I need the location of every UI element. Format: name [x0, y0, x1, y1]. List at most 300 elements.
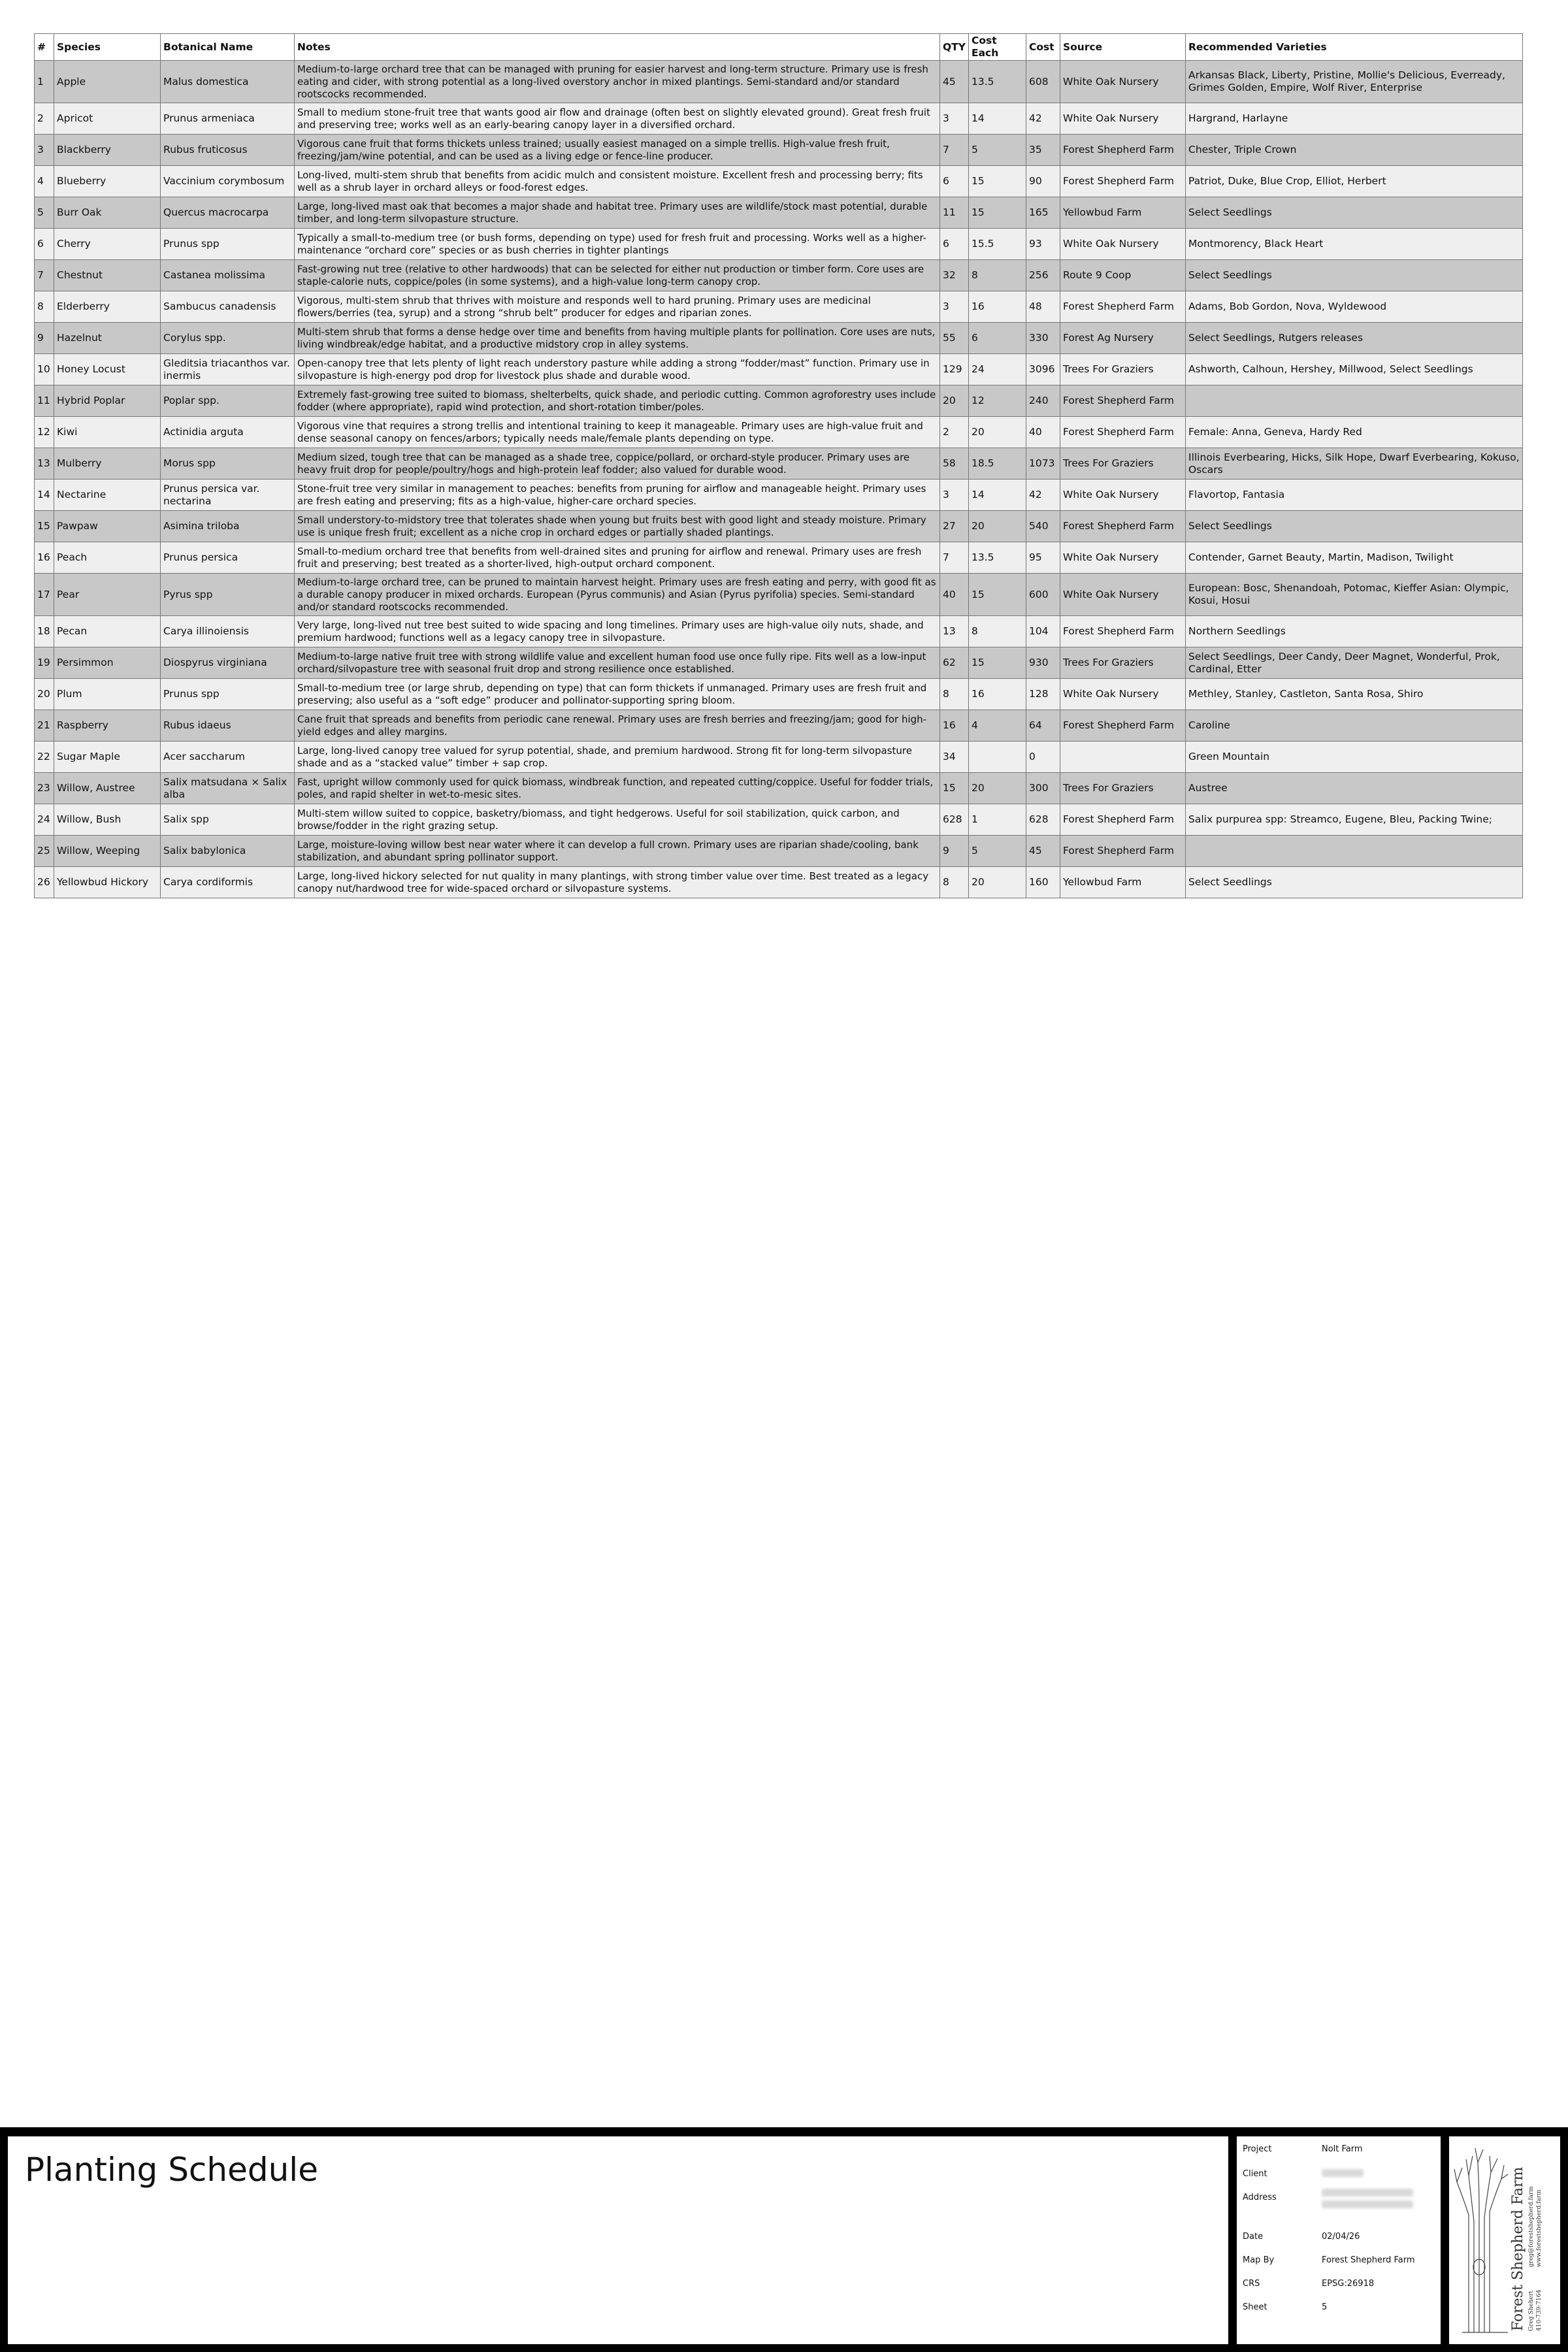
logo-phone: 410-739-7164	[1536, 2289, 1543, 2331]
cell-cost: 1073	[1026, 448, 1060, 480]
cell-cost: 165	[1026, 197, 1060, 229]
cell-cost-each: 5	[969, 836, 1026, 867]
cell-cost: 3096	[1026, 354, 1060, 385]
cell-botanical: Vaccinium corymbosum	[161, 166, 295, 197]
cell-num: 9	[35, 323, 54, 354]
cell-varieties: Northern Seedlings	[1186, 616, 1523, 647]
cell-source: White Oak Nursery	[1060, 229, 1186, 260]
cell-qty: 45	[940, 61, 969, 103]
cell-species: Persimmon	[54, 647, 161, 679]
cell-source: Route 9 Coop	[1060, 260, 1186, 291]
cell-qty: 129	[940, 354, 969, 385]
cell-species: Peach	[54, 542, 161, 574]
cell-num: 15	[35, 511, 54, 542]
cell-species: Hybrid Poplar	[54, 385, 161, 417]
title-panel	[8, 2136, 1228, 2344]
table-row	[35, 354, 1523, 385]
cell-cost-each: 14	[969, 103, 1026, 135]
cell-botanical: Salix matsudana × Salix alba	[161, 773, 295, 804]
cell-source: Forest Shepherd Farm	[1060, 836, 1186, 867]
cell-botanical: Salix spp	[161, 804, 295, 836]
cell-qty: 32	[940, 260, 969, 291]
cell-notes: Fast, upright willow commonly used for quick biomass, windbreak function, and repeated cutting/coppice. Useful for fodder trials, poles, and rapid shelter in wet-to-mesic sites.	[295, 773, 940, 804]
cell-source: Trees For Graziers	[1060, 647, 1186, 679]
cell-source: Forest Shepherd Farm	[1060, 616, 1186, 647]
cell-varieties: Flavortop, Fantasia	[1186, 480, 1523, 511]
table-row	[35, 804, 1523, 836]
cell-botanical: Actinidia arguta	[161, 417, 295, 448]
cell-source: Forest Shepherd Farm	[1060, 385, 1186, 417]
cell-notes: Multi-stem willow suited to coppice, basketry/biomass, and tight hedgerows. Useful for soil stabilization, quick carbon, and browse/fodder in the right grazing setup.	[295, 804, 940, 836]
cell-notes: Fast-growing nut tree (relative to other hardwoods) that can be selected for either nut production or timber form. Core uses are staple-calorie nuts, coppice/poles (in some systems), and a high-value long-term canopy crop.	[295, 260, 940, 291]
cell-source: White Oak Nursery	[1060, 480, 1186, 511]
table-row	[35, 742, 1523, 773]
cell-qty: 8	[940, 679, 969, 710]
cell-varieties: Chester, Triple Crown	[1186, 135, 1523, 166]
cell-botanical: Poplar spp.	[161, 385, 295, 417]
cell-species: Sugar Maple	[54, 742, 161, 773]
cell-cost-each: 4	[969, 710, 1026, 742]
cell-species: Nectarine	[54, 480, 161, 511]
table-row	[35, 61, 1523, 103]
info-value: EPSG:26918	[1322, 2279, 1375, 2289]
cell-cost: 128	[1026, 679, 1060, 710]
cell-notes: Long-lived, multi-stem shrub that benefits from acidic mulch and consistent moisture. Excellent fresh and processing berry; fits well as a shrub layer in orchard alleys or food-forest edges.	[295, 166, 940, 197]
cell-cost-each: 8	[969, 616, 1026, 647]
cell-notes: Stone-fruit tree very similar in management to peaches: benefits from pruning for airflow and manageable height. Primary uses are fresh eating and preserving; fits as a high-value, higher-care orchard species.	[295, 480, 940, 511]
cell-qty: 7	[940, 135, 969, 166]
cell-cost: 628	[1026, 804, 1060, 836]
cell-varieties: Ashworth, Calhoun, Hershey, Millwood, Select Seedlings	[1186, 354, 1523, 385]
table-row	[35, 417, 1523, 448]
cell-botanical: Sambucus canadensis	[161, 291, 295, 323]
cell-qty: 8	[940, 867, 969, 898]
cell-varieties: Select Seedlings	[1186, 867, 1523, 898]
cell-species: Pear	[54, 574, 161, 616]
info-value: 02/04/26	[1322, 2232, 1360, 2242]
cell-source: Forest Ag Nursery	[1060, 323, 1186, 354]
logo-contact-person: Greg Shehert	[1528, 2291, 1535, 2331]
cell-qty: 3	[940, 480, 969, 511]
cell-cost-each: 8	[969, 260, 1026, 291]
cell-source: Trees For Graziers	[1060, 773, 1186, 804]
cell-cost-each: 24	[969, 354, 1026, 385]
cell-cost-each: 20	[969, 773, 1026, 804]
redacted-address-value	[1322, 2189, 1413, 2208]
cell-notes: Small to medium stone-fruit tree that wants good air flow and drainage (often best on slightly elevated ground). Great fresh fruit and preserving tree; works well as an early-bearing canopy layer in a diversified orchard.	[295, 103, 940, 135]
cell-cost-each: 16	[969, 291, 1026, 323]
header-cell: #	[35, 34, 54, 61]
cell-botanical: Carya cordiformis	[161, 867, 295, 898]
table-header-row	[35, 34, 1523, 61]
cell-notes: Vigorous cane fruit that forms thickets unless trained; usually easiest managed on a simple trellis. High-value fresh fruit, freezing/jam/wine potential, and can be used as a living edge or fence-line producer.	[295, 135, 940, 166]
cell-varieties: Select Seedlings, Rutgers releases	[1186, 323, 1523, 354]
title-block	[0, 2127, 1568, 2352]
cell-varieties: Adams, Bob Gordon, Nova, Wyldewood	[1186, 291, 1523, 323]
cell-qty: 15	[940, 773, 969, 804]
cell-source: Yellowbud Farm	[1060, 197, 1186, 229]
cell-species: Blueberry	[54, 166, 161, 197]
page-title: Planting Schedule	[25, 2151, 318, 2189]
table-body	[35, 61, 1523, 898]
cell-cost-each: 13.5	[969, 61, 1026, 103]
cell-qty: 11	[940, 197, 969, 229]
cell-varieties: Methley, Stanley, Castleton, Santa Rosa, Shiro	[1186, 679, 1523, 710]
cell-qty: 3	[940, 103, 969, 135]
cell-source	[1060, 742, 1186, 773]
cell-cost: 256	[1026, 260, 1060, 291]
cell-qty: 628	[940, 804, 969, 836]
cell-cost-each: 12	[969, 385, 1026, 417]
cell-num: 24	[35, 804, 54, 836]
cell-cost: 42	[1026, 480, 1060, 511]
cell-cost: 95	[1026, 542, 1060, 574]
cell-species: Willow, Weeping	[54, 836, 161, 867]
cell-source: Forest Shepherd Farm	[1060, 135, 1186, 166]
planting-schedule-table	[34, 33, 1523, 898]
cell-qty: 16	[940, 710, 969, 742]
table-row	[35, 773, 1523, 804]
cell-botanical: Diospyrus virginiana	[161, 647, 295, 679]
cell-cost: 0	[1026, 742, 1060, 773]
cell-botanical: Prunus spp	[161, 679, 295, 710]
cell-varieties: Austree	[1186, 773, 1523, 804]
cell-botanical: Castanea molissima	[161, 260, 295, 291]
cell-botanical: Rubus fruticosus	[161, 135, 295, 166]
cell-species: Willow, Bush	[54, 804, 161, 836]
cell-cost: 93	[1026, 229, 1060, 260]
table-row	[35, 291, 1523, 323]
cell-botanical: Prunus persica	[161, 542, 295, 574]
cell-botanical: Quercus macrocarpa	[161, 197, 295, 229]
cell-botanical: Prunus armeniaca	[161, 103, 295, 135]
logo-website: www.forestshepherd.farm	[1536, 2189, 1543, 2267]
cell-qty: 27	[940, 511, 969, 542]
table-row	[35, 710, 1523, 742]
cell-cost-each: 20	[969, 867, 1026, 898]
cell-botanical: Pyrus spp	[161, 574, 295, 616]
cell-varieties	[1186, 385, 1523, 417]
cell-cost-each: 15	[969, 647, 1026, 679]
cell-source: Forest Shepherd Farm	[1060, 166, 1186, 197]
cell-cost: 160	[1026, 867, 1060, 898]
cell-notes: Medium-to-large orchard tree, can be pruned to maintain harvest height. Primary uses are fresh eating and perry, with good fit as a durable canopy producer in mixed orchards. European (Pyrus communis) and Asian (Pyrus pyrifolia) species. Semi-standard and/or standard rootscocks recommended.	[295, 574, 940, 616]
cell-source: Trees For Graziers	[1060, 354, 1186, 385]
cell-varieties: Female: Anna, Geneva, Hardy Red	[1186, 417, 1523, 448]
cell-cost-each: 18.5	[969, 448, 1026, 480]
planting-schedule-table-container	[34, 33, 1522, 898]
cell-notes: Very large, long-lived nut tree best suited to wide spacing and long timelines. Primary uses are high-value oily nuts, shade, and premium hardwood; functions well as a legacy canopy tree in silvopasture.	[295, 616, 940, 647]
cell-cost-each: 6	[969, 323, 1026, 354]
cell-num: 14	[35, 480, 54, 511]
cell-cost-each: 14	[969, 480, 1026, 511]
cell-notes: Typically a small-to-medium tree (or bush forms, depending on type) used for fresh fruit and processing. Works well as a higher-maintenance “orchard core” species or as bush cherries in tighter plantings	[295, 229, 940, 260]
cell-varieties: Caroline	[1186, 710, 1523, 742]
cell-varieties: Select Seedlings, Deer Candy, Deer Magnet, Wonderful, Prok, Cardinal, Etter	[1186, 647, 1523, 679]
table-row	[35, 135, 1523, 166]
cell-qty: 13	[940, 616, 969, 647]
header-cell: Cost	[1026, 34, 1060, 61]
cell-num: 25	[35, 836, 54, 867]
cell-varieties	[1186, 836, 1523, 867]
table-row	[35, 616, 1523, 647]
table-row	[35, 511, 1523, 542]
cell-varieties: Green Mountain	[1186, 742, 1523, 773]
logo-farm-name: Forest Shepherd Farm	[1510, 2166, 1526, 2331]
cell-cost: 45	[1026, 836, 1060, 867]
cell-notes: Extremely fast-growing tree suited to biomass, shelterbelts, quick shade, and periodic cutting. Common agroforestry uses include fodder (where appropriate), rapid wind protection, and short-rotation timber/poles.	[295, 385, 940, 417]
farm-logo-emblem	[1449, 2136, 1560, 2344]
cell-species: Apple	[54, 61, 161, 103]
info-row-client	[1237, 2163, 1441, 2186]
cell-botanical: Salix babylonica	[161, 836, 295, 867]
cell-cost: 42	[1026, 103, 1060, 135]
header-cell: Notes	[295, 34, 940, 61]
table-row	[35, 229, 1523, 260]
cell-botanical: Corylus spp.	[161, 323, 295, 354]
cell-cost-each: 20	[969, 417, 1026, 448]
cell-cost: 64	[1026, 710, 1060, 742]
cell-varieties: European: Bosc, Shenandoah, Potomac, Kieffer Asian: Olympic, Kosui, Hosui	[1186, 574, 1523, 616]
cell-num: 23	[35, 773, 54, 804]
cell-num: 12	[35, 417, 54, 448]
logo-email: greg@forestshepherd.farm	[1528, 2186, 1535, 2267]
cell-varieties: Hargrand, Harlayne	[1186, 103, 1523, 135]
cell-notes: Medium-to-large native fruit tree with strong wildlife value and excellent human food use once fully ripe. Fits well as a low-input orchard/silvopasture tree with seasonal fruit drop and strong resilience once established.	[295, 647, 940, 679]
cell-qty: 62	[940, 647, 969, 679]
info-row-date	[1237, 2225, 1441, 2249]
cell-cost-each: 5	[969, 135, 1026, 166]
cell-species: Chestnut	[54, 260, 161, 291]
cell-num: 13	[35, 448, 54, 480]
cell-num: 5	[35, 197, 54, 229]
cell-cost-each: 20	[969, 511, 1026, 542]
cell-species: Mulberry	[54, 448, 161, 480]
cell-qty: 40	[940, 574, 969, 616]
cell-notes: Medium sized, tough tree that can be managed as a shade tree, coppice/pollard, or orchard-style producer. Primary uses are heavy fruit drop for people/poultry/hogs and high-protein leaf fodder; also valued for durable wood.	[295, 448, 940, 480]
cell-notes: Small-to-medium orchard tree that benefits from well-drained sites and pruning for airflow and renewal. Primary uses are fresh fruit and preserving; best treated as a shorter-lived, high-output orchard component.	[295, 542, 940, 574]
cell-source: White Oak Nursery	[1060, 679, 1186, 710]
cell-num: 18	[35, 616, 54, 647]
cell-species: Pecan	[54, 616, 161, 647]
table-row	[35, 679, 1523, 710]
cell-species: Yellowbud Hickory	[54, 867, 161, 898]
cell-num: 6	[35, 229, 54, 260]
cell-species: Kiwi	[54, 417, 161, 448]
table-row	[35, 260, 1523, 291]
cell-num: 26	[35, 867, 54, 898]
cell-cost: 35	[1026, 135, 1060, 166]
cell-qty: 20	[940, 385, 969, 417]
cell-botanical: Carya illinoiensis	[161, 616, 295, 647]
cell-varieties: Illinois Everbearing, Hicks, Silk Hope, Dwarf Everbearing, Kokuso, Oscars	[1186, 448, 1523, 480]
info-value: 5	[1322, 2302, 1328, 2312]
cell-cost-each: 16	[969, 679, 1026, 710]
cell-cost-each: 15.5	[969, 229, 1026, 260]
cell-cost: 930	[1026, 647, 1060, 679]
table-row	[35, 197, 1523, 229]
header-cell: Species	[54, 34, 161, 61]
farm-logo-panel	[1449, 2136, 1560, 2344]
cell-cost: 540	[1026, 511, 1060, 542]
cell-cost: 608	[1026, 61, 1060, 103]
table-row	[35, 103, 1523, 135]
cell-notes: Medium-to-large orchard tree that can be managed with pruning for easier harvest and long-term structure. Primary use is fresh eating and cider, with strong potential as a long-lived overstory anchor in mixed plantings. Semi-standard and/or standard rootscocks recommended.	[295, 61, 940, 103]
cell-botanical: Prunus persica var. nectarina	[161, 480, 295, 511]
cell-num: 22	[35, 742, 54, 773]
cell-qty: 34	[940, 742, 969, 773]
header-cell: QTY	[940, 34, 969, 61]
cell-qty: 2	[940, 417, 969, 448]
cell-source: White Oak Nursery	[1060, 542, 1186, 574]
cell-cost: 48	[1026, 291, 1060, 323]
cell-source: White Oak Nursery	[1060, 103, 1186, 135]
cell-cost-each	[969, 742, 1026, 773]
info-row-crs	[1237, 2272, 1441, 2296]
table-row	[35, 480, 1523, 511]
cell-varieties: Select Seedlings	[1186, 260, 1523, 291]
cell-source: White Oak Nursery	[1060, 61, 1186, 103]
cell-notes: Vigorous vine that requires a strong trellis and intentional training to keep it manageable. Primary uses are high-value fruit and dense seasonal canopy on fences/arbors; typically needs male/female plants depending on type.	[295, 417, 940, 448]
cell-varieties: Select Seedlings	[1186, 511, 1523, 542]
info-row-sheet	[1237, 2296, 1441, 2319]
header-cell: Recommended Varieties	[1186, 34, 1523, 61]
cell-qty: 7	[940, 542, 969, 574]
table-row	[35, 323, 1523, 354]
cell-source: Forest Shepherd Farm	[1060, 291, 1186, 323]
cell-notes: Large, long-lived canopy tree valued for syrup potential, shade, and premium hardwood. Strong fit for long-term silvopasture shade and as a “stacked value” timber + sap crop.	[295, 742, 940, 773]
cell-qty: 6	[940, 166, 969, 197]
cell-cost-each: 15	[969, 197, 1026, 229]
table-row	[35, 647, 1523, 679]
cell-source: White Oak Nursery	[1060, 574, 1186, 616]
cell-num: 10	[35, 354, 54, 385]
cell-num: 17	[35, 574, 54, 616]
cell-notes: Small-to-medium tree (or large shrub, depending on type) that can form thickets if unmanaged. Primary uses are fresh fruit and preserving; also useful as a “soft edge” producer and pollinator-supporting spring bloom.	[295, 679, 940, 710]
cell-cost-each: 15	[969, 574, 1026, 616]
cell-species: Raspberry	[54, 710, 161, 742]
header-cell: Source	[1060, 34, 1186, 61]
info-label: Address	[1243, 2193, 1277, 2202]
cell-species: Burr Oak	[54, 197, 161, 229]
cell-num: 21	[35, 710, 54, 742]
project-info-panel	[1237, 2136, 1441, 2344]
table-row	[35, 166, 1523, 197]
table-row	[35, 385, 1523, 417]
cell-varieties: Salix purpurea spp: Streamco, Eugene, Bleu, Packing Twine;	[1186, 804, 1523, 836]
table-row	[35, 448, 1523, 480]
info-label: Client	[1243, 2169, 1267, 2179]
cell-species: Willow, Austree	[54, 773, 161, 804]
cell-num: 8	[35, 291, 54, 323]
cell-species: Blackberry	[54, 135, 161, 166]
info-label: Date	[1243, 2232, 1264, 2242]
cell-notes: Vigorous, multi-stem shrub that thrives with moisture and responds well to hard pruning. Primary uses are medicinal flowers/berries (tea, syrup) and a strong “shrub belt” producer for edges and riparian zones.	[295, 291, 940, 323]
cell-qty: 3	[940, 291, 969, 323]
cell-source: Forest Shepherd Farm	[1060, 417, 1186, 448]
cell-varieties: Montmorency, Black Heart	[1186, 229, 1523, 260]
cell-cost-each: 15	[969, 166, 1026, 197]
info-label: CRS	[1243, 2279, 1260, 2289]
cell-qty: 55	[940, 323, 969, 354]
cell-botanical: Asimina triloba	[161, 511, 295, 542]
cell-notes: Large, long-lived mast oak that becomes a major shade and habitat tree. Primary uses are wildlife/stock mast potential, durable timber, and long-term silvopasture structure.	[295, 197, 940, 229]
cell-num: 2	[35, 103, 54, 135]
cell-num: 20	[35, 679, 54, 710]
cell-num: 3	[35, 135, 54, 166]
cell-species: Plum	[54, 679, 161, 710]
header-cell: Botanical Name	[161, 34, 295, 61]
table-row	[35, 836, 1523, 867]
cell-cost: 90	[1026, 166, 1060, 197]
info-value: Nolt Farm	[1322, 2144, 1363, 2154]
cell-botanical: Prunus spp	[161, 229, 295, 260]
info-row-address	[1237, 2187, 1441, 2227]
cell-botanical: Acer saccharum	[161, 742, 295, 773]
cell-botanical: Malus domestica	[161, 61, 295, 103]
info-value: Forest Shepherd Farm	[1322, 2255, 1415, 2265]
cell-varieties: Contender, Garnet Beauty, Martin, Madison, Twilight	[1186, 542, 1523, 574]
cell-botanical: Rubus idaeus	[161, 710, 295, 742]
cell-source: Yellowbud Farm	[1060, 867, 1186, 898]
cell-species: Hazelnut	[54, 323, 161, 354]
cell-cost: 40	[1026, 417, 1060, 448]
cell-species: Elderberry	[54, 291, 161, 323]
cell-botanical: Morus spp	[161, 448, 295, 480]
cell-source: Forest Shepherd Farm	[1060, 710, 1186, 742]
cell-cost: 300	[1026, 773, 1060, 804]
cell-cost-each: 1	[969, 804, 1026, 836]
info-row-map-by	[1237, 2249, 1441, 2272]
cell-qty: 9	[940, 836, 969, 867]
cell-num: 7	[35, 260, 54, 291]
cell-num: 4	[35, 166, 54, 197]
cell-botanical: Gleditsia triacanthos var. inermis	[161, 354, 295, 385]
cell-source: Trees For Graziers	[1060, 448, 1186, 480]
cell-qty: 58	[940, 448, 969, 480]
info-label: Sheet	[1243, 2302, 1267, 2312]
cell-species: Pawpaw	[54, 511, 161, 542]
info-label: Map By	[1243, 2255, 1275, 2265]
header-cell: Cost Each	[969, 34, 1026, 61]
cell-notes: Open-canopy tree that lets plenty of light reach understory pasture while adding a strong “fodder/mast” function. Primary use in silvopasture is high-energy pod drop for livestock plus shade and durable wood.	[295, 354, 940, 385]
cell-cost: 600	[1026, 574, 1060, 616]
table-row	[35, 574, 1523, 616]
cell-notes: Large, moisture-loving willow best near water where it can develop a full crown. Primary uses are riparian shade/cooling, bank stabilization, and abundant spring pollinator support.	[295, 836, 940, 867]
cell-num: 11	[35, 385, 54, 417]
cell-notes: Multi-stem shrub that forms a dense hedge over time and benefits from having multiple plants for pollination. Core uses are nuts, living windbreak/edge habitat, and a productive midstory crop in alley systems.	[295, 323, 940, 354]
cell-varieties: Arkansas Black, Liberty, Pristine, Mollie's Delicious, Everready, Grimes Golden, Empire, Wolf River, Enterprise	[1186, 61, 1523, 103]
cell-species: Cherry	[54, 229, 161, 260]
info-label: Project	[1243, 2144, 1272, 2154]
cell-cost: 240	[1026, 385, 1060, 417]
cell-source: Forest Shepherd Farm	[1060, 511, 1186, 542]
cell-num: 1	[35, 61, 54, 103]
cell-varieties: Select Seedlings	[1186, 197, 1523, 229]
cell-species: Apricot	[54, 103, 161, 135]
cell-cost: 104	[1026, 616, 1060, 647]
cell-num: 16	[35, 542, 54, 574]
cell-cost: 330	[1026, 323, 1060, 354]
cell-species: Honey Locust	[54, 354, 161, 385]
cell-qty: 6	[940, 229, 969, 260]
table-row	[35, 867, 1523, 898]
cell-notes: Large, long-lived hickory selected for nut quality in many plantings, with strong timber value over time. Best treated as a legacy canopy nut/hardwood tree for wide-spaced orchard or silvopasture systems.	[295, 867, 940, 898]
cell-notes: Small understory-to-midstory tree that tolerates shade when young but fruits best with good light and steady moisture. Primary use is unique fresh fruit; excellent as a niche crop in orchard edges or partially shaded plantings.	[295, 511, 940, 542]
cell-source: Forest Shepherd Farm	[1060, 804, 1186, 836]
redacted-client-value	[1322, 2169, 1364, 2180]
table-row	[35, 542, 1523, 574]
